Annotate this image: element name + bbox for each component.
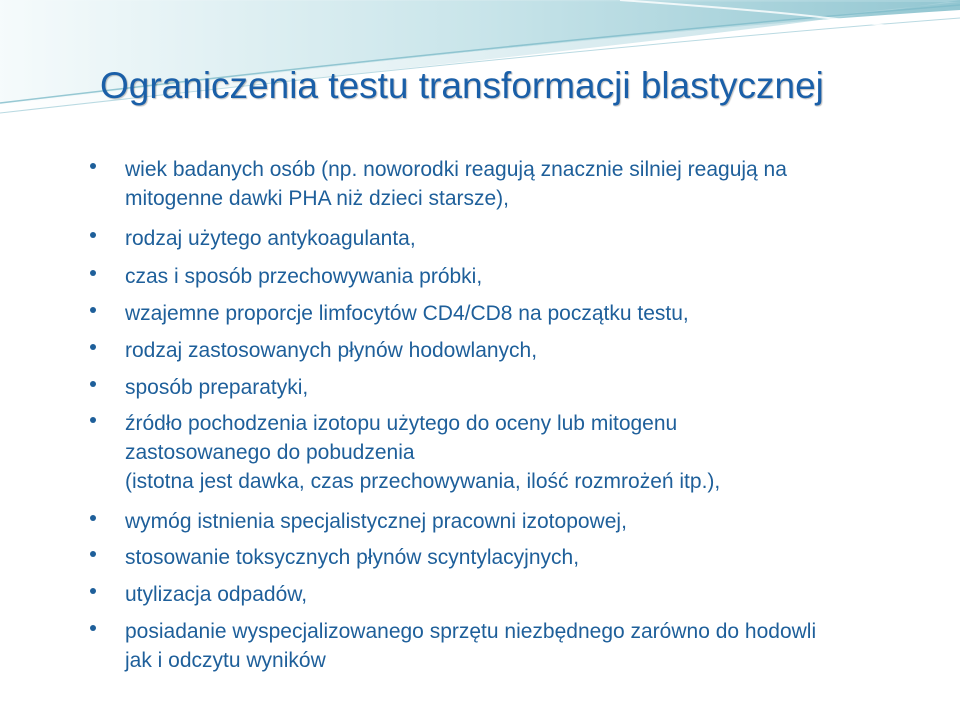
- bullet-text: wymóg istnienia specjalistycznej pracowni izotopowej,: [125, 510, 627, 533]
- bullet-text: sposób preparatyki,: [125, 376, 309, 399]
- bullet-dot-icon: [90, 417, 96, 423]
- bullet-text: stosowanie toksycznych płynów scyntylacyjnych,: [125, 546, 580, 569]
- bullet-dot-icon: [90, 551, 96, 557]
- bullet-dot-icon: [90, 588, 96, 594]
- bullet-dot-icon: [90, 344, 96, 350]
- bullet-dot-icon: [90, 625, 96, 631]
- bullet-text: wzajemne proporcje limfocytów CD4/CD8 na początku testu,: [125, 302, 689, 325]
- bullet-text: źródło pochodzenia izotopu użytego do oceny lub mitogenu zastosowanego do pobudzenia (istotna jest dawka, czas przechowywania, ilość rozmrożeń itp.),: [125, 412, 721, 493]
- bullet-dot-icon: [90, 270, 96, 276]
- bullet-text: rodzaj zastosowanych płynów hodowlanych,: [125, 339, 538, 362]
- bullet-dot-icon: [90, 515, 96, 521]
- bullet-dot-icon: [90, 163, 96, 169]
- bullet-text: czas i sposób przechowywania próbki,: [125, 265, 483, 288]
- slide-title: Ograniczenia testu transformacji blastycznej: [100, 65, 824, 106]
- bullet-dot-icon: [90, 307, 96, 313]
- bullet-text: utylizacja odpadów,: [125, 583, 308, 606]
- bullet-dot-icon: [90, 381, 96, 387]
- bullet-dot-icon: [90, 232, 96, 238]
- bullet-text: wiek badanych osób (np. noworodki reagują znacznie silniej reagują na mitogenne dawki PHA niż dzieci starsze),: [125, 158, 787, 210]
- bullet-text: posiadanie wyspecjalizowanego sprzętu niezbędnego zarówno do hodowli jak i odczytu wyników: [125, 620, 817, 672]
- bullet-text: rodzaj użytego antykoagulanta,: [125, 227, 416, 250]
